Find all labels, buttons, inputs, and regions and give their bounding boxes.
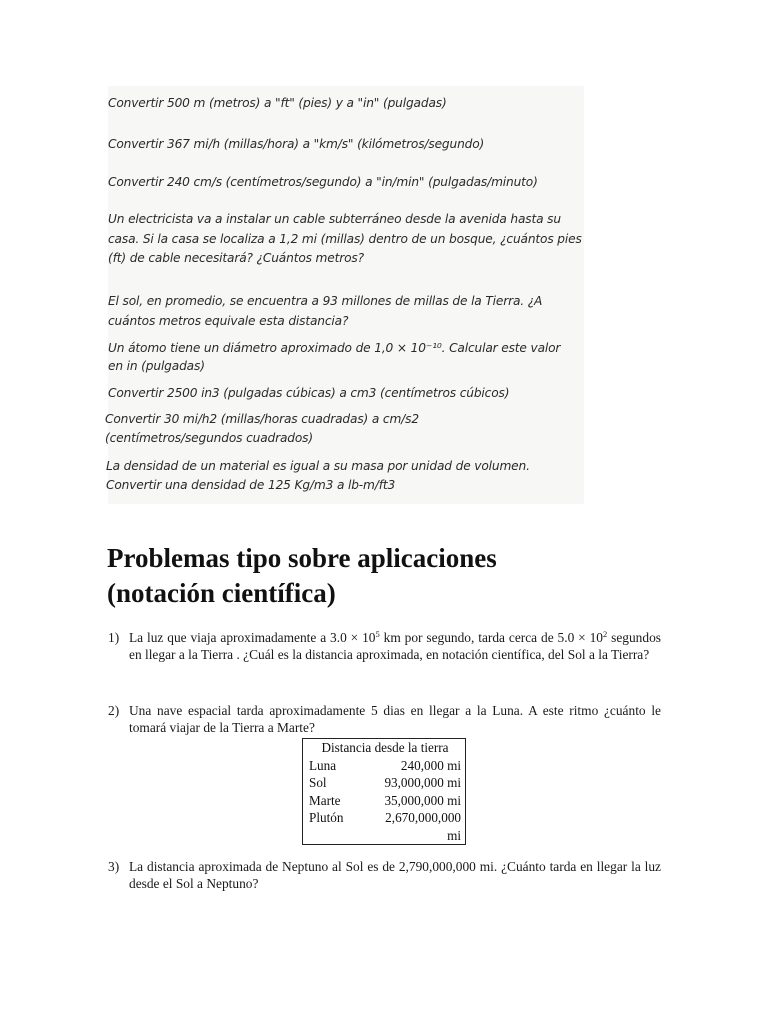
exponent: 5 [375, 629, 380, 639]
exponent: 2 [603, 629, 608, 639]
problem-text: La distancia aproximada de Neptuno al Sol es de 2,790,000,000 mi. ¿Cuánto tarda en llegar la luz desde el Sol a Neptuno? [129, 859, 661, 891]
table-header: Distancia desde la tierra [321, 740, 449, 755]
table-cell-value: 35,000,000 mi [384, 792, 461, 808]
exercise-line: cuántos metros equivale esta distancia? [108, 314, 349, 328]
section-heading [107, 541, 667, 611]
table-row [303, 792, 466, 810]
exercise-line: Convertir 500 m (metros) a "ft" (pies) y a "in" (pulgadas) [108, 96, 447, 110]
exercise-line: Convertir 240 cm/s (centímetros/segundo) a "in/min" (pulgadas/minuto) [108, 175, 538, 189]
heading-line-2: (notación científica) [107, 578, 336, 608]
problem-number: 1) [108, 630, 120, 645]
exercise-line: Convertir 2500 in3 (pulgadas cúbicas) a cm3 (centímetros cúbicos) [108, 386, 510, 400]
exercise-line: (ft) de cable necesitará? ¿Cuántos metros? [108, 251, 364, 265]
problem-text-part: km por segundo, tarda cerca de 5.0 × 10 [379, 630, 603, 645]
exercise-line: Convertir 367 mi/h (millas/hora) a "km/s" (kilómetros/segundo) [108, 137, 485, 151]
heading-line-1: Problemas tipo sobre aplicaciones [107, 543, 497, 573]
problem-text: Una nave espacial tarda aproximadamente 5 dias en llegar a la Luna. A este ritmo ¿cuánto le tomará viajar de la Tierra a Marte? [129, 703, 661, 735]
exercise-line: casa. Si la casa se localiza a 1,2 mi (millas) dentro de un bosque, ¿cuántos pies [108, 232, 582, 246]
table-header-row [303, 739, 466, 757]
table-row [303, 757, 466, 775]
problem-1 [108, 630, 661, 663]
problem-text-part: La luz que viaja aproximadamente a 3.0 × 10 [129, 630, 376, 645]
distance-table [302, 738, 466, 845]
exercise-line: (centímetros/segundos cuadrados) [105, 431, 313, 445]
exercise-line: Un electricista va a instalar un cable subterráneo desde la avenida hasta su [108, 212, 561, 226]
problem-number: 3) [108, 859, 120, 874]
table-cell-name: Luna [309, 757, 337, 773]
table-row [303, 774, 466, 792]
exercise-line: Un átomo tiene un diámetro aproximado de 1,0 × 10⁻¹⁰. Calcular este valor [108, 341, 561, 355]
problem-text [129, 630, 661, 663]
table-cell-value: 93,000,000 mi [384, 775, 461, 790]
table-cell-name: Marte [309, 792, 341, 808]
table-cell-name: Plutón [309, 810, 344, 825]
problem-text-part: segundos en llegar a la Tierra . ¿Cuál es la distancia aproximada, en notación científica, del Sol a la Tierra? [129, 630, 661, 662]
table-cell-value: 2,670,000,000 mi [385, 810, 461, 843]
problem-number: 2) [108, 703, 120, 718]
exercise-line: La densidad de un material es igual a su masa por unidad de volumen. [106, 459, 530, 473]
table-cell-value: 240,000 mi [400, 757, 461, 773]
scanned-exercises-image [105, 86, 584, 504]
table-cell-name: Sol [309, 775, 327, 790]
exercise-line: en in (pulgadas) [108, 359, 205, 373]
exercise-line: Convertir una densidad de 125 Kg/m3 a lb-m/ft3 [106, 478, 396, 492]
exercise-line: El sol, en promedio, se encuentra a 93 millones de millas de la Tierra. ¿A [108, 294, 543, 308]
exercise-line: Convertir 30 mi/h2 (millas/horas cuadradas) a cm/s2 [105, 412, 419, 426]
table-row [303, 809, 466, 845]
problem-3 [108, 859, 661, 892]
problem-2 [108, 703, 661, 736]
